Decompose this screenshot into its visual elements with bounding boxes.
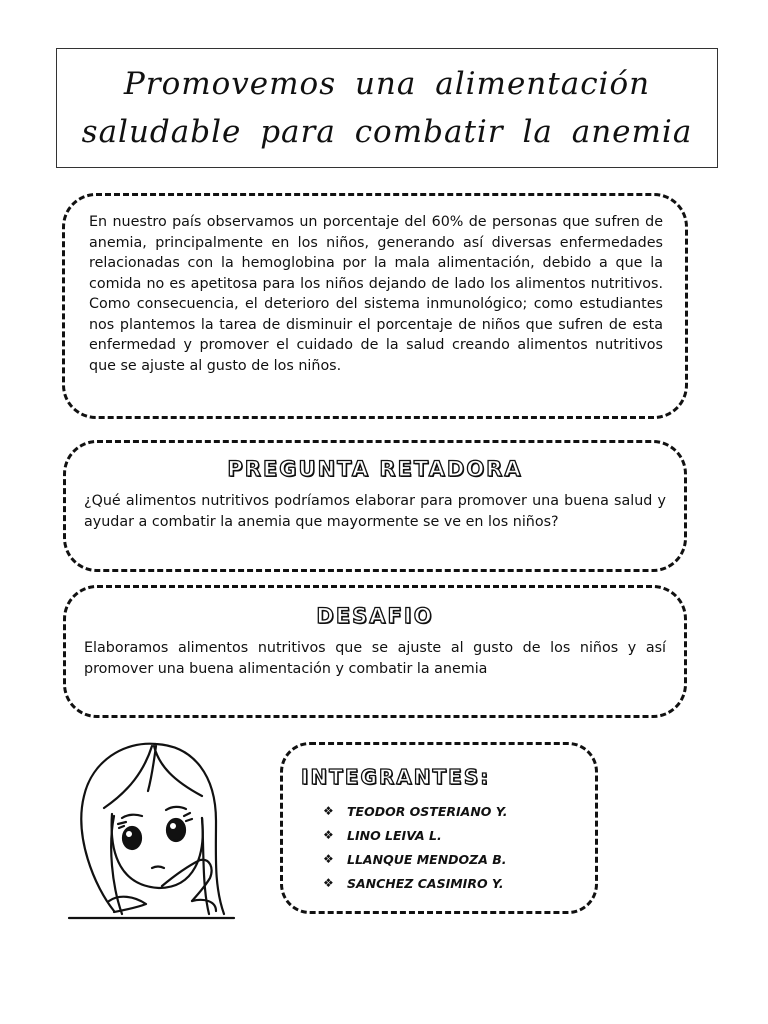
diamond-bullet-icon: ❖ xyxy=(323,852,334,866)
list-item xyxy=(323,823,577,847)
intro-box xyxy=(62,193,688,419)
title-box xyxy=(56,48,718,168)
desafio-text: Elaboramos alimentos nutritivos que se ajuste al gusto de los niños y así promover una buena alimentación y combatir la anemia xyxy=(84,640,666,677)
diamond-bullet-icon: ❖ xyxy=(323,876,334,890)
thinking-girl-illustration xyxy=(64,736,244,926)
intro-text: En nuestro país observamos un porcentaje del 60% de personas que sufren de anemia, principalmente en los niños, generando así diversas enfermedades relacionadas con la hemoglobina por la mala alimentación, debido a que la comida no es apetitosa para los niños dejando de lado los alimentos nutritivos. Como consecuencia, el deterioro del sistema inmunológico; como estudiantes nos plantemos la tarea de disminuir el porcentaje de niños que sufren de esta enfermedad y promover el cuidado de la salud creando alimentos nutritivos que se ajuste al gusto de los niños. xyxy=(89,214,663,374)
integrantes-box xyxy=(280,742,598,914)
member-name: LINO LEIVA L. xyxy=(347,827,442,843)
pregunta-retadora-text: ¿Qué alimentos nutritivos podríamos elaborar para promover una buena salud y ayudar a combatir la anemia que mayormente se ve en los niños? xyxy=(84,493,666,530)
member-name: TEODOR OSTERIANO Y. xyxy=(347,803,508,819)
page-title: Promovemos una alimentación saludable para combatir la anemia xyxy=(81,66,693,150)
desafio-heading: DESAFIO xyxy=(316,604,434,628)
member-list xyxy=(301,799,577,895)
pregunta-retadora-box xyxy=(63,440,687,572)
member-name: LLANQUE MENDOZA B. xyxy=(347,851,507,867)
list-item xyxy=(323,871,577,895)
list-item xyxy=(323,847,577,871)
member-name: SANCHEZ CASIMIRO Y. xyxy=(347,875,504,891)
diamond-bullet-icon: ❖ xyxy=(323,804,334,818)
pregunta-retadora-heading: PREGUNTA RETADORA xyxy=(227,457,523,481)
list-item xyxy=(323,799,577,823)
desafio-box xyxy=(63,585,687,718)
integrantes-heading: INTEGRANTES: xyxy=(301,765,491,789)
diamond-bullet-icon: ❖ xyxy=(323,828,334,842)
